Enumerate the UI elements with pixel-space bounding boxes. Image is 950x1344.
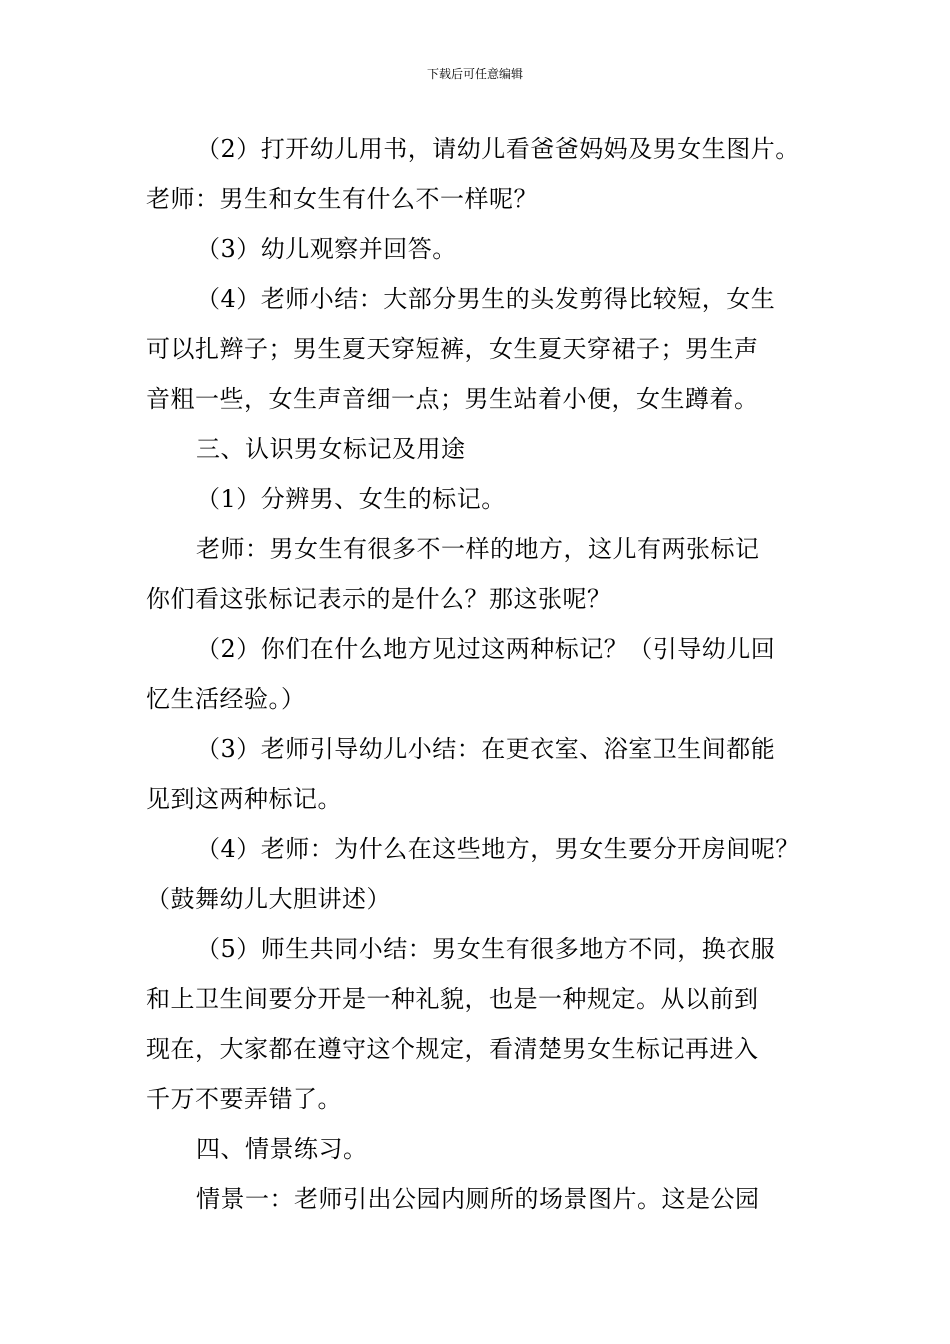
text-line: 和上卫生间要分开是一种礼貌，也是一种规定。从以前到: [146, 985, 759, 1013]
text-line: 情景一：老师引出公园内厕所的场景图片。这是公园: [196, 1185, 760, 1213]
text-line: （1）分辨男、女生的标记。: [196, 485, 506, 513]
text-line: （2）打开幼儿用书，请幼儿看爸爸妈妈及男女生图片。: [196, 135, 800, 163]
text-line: 见到这两种标记。: [146, 785, 342, 813]
text-line: （3）老师引导幼儿小结：在更衣室、浴室卫生间都能: [196, 735, 776, 763]
document-body: [146, 124, 826, 1224]
text-line: （3）幼儿观察并回答。: [196, 235, 457, 263]
text-line: 你们看这张标记表示的是什么？那这张呢？: [146, 585, 612, 613]
text-line: 现在，大家都在遵守这个规定，看清楚男女生标记再进入: [146, 1035, 759, 1063]
text-line: 老师：男生和女生有什么不一样呢？: [146, 185, 538, 213]
text-line: 千万不要弄错了。: [146, 1085, 342, 1113]
text-line: 可以扎辫子；男生夏天穿短裤，女生夏天穿裙子；男生声: [146, 335, 759, 363]
text-line: （鼓舞幼儿大胆讲述）: [146, 885, 391, 913]
page-header: 下载后可任意编辑: [426, 67, 523, 81]
text-line: 老师：男女生有很多不一样的地方，这儿有两张标记: [196, 535, 760, 563]
section-heading: 四、情景练习。: [196, 1135, 368, 1163]
text-line: （4）老师小结：大部分男生的头发剪得比较短，女生: [196, 285, 776, 313]
text-line: （2）你们在什么地方见过这两种标记？（引导幼儿回: [196, 635, 776, 663]
text-line: （4）老师：为什么在这些地方，男女生要分开房间呢？: [196, 835, 800, 863]
text-line: 音粗一些，女生声音细一点；男生站着小便，女生蹲着。: [146, 385, 759, 413]
text-line: （5）师生共同小结：男女生有很多地方不同，换衣服: [196, 935, 776, 963]
text-line: 忆生活经验。）: [146, 685, 306, 713]
section-heading: 三、认识男女标记及用途: [196, 435, 466, 463]
